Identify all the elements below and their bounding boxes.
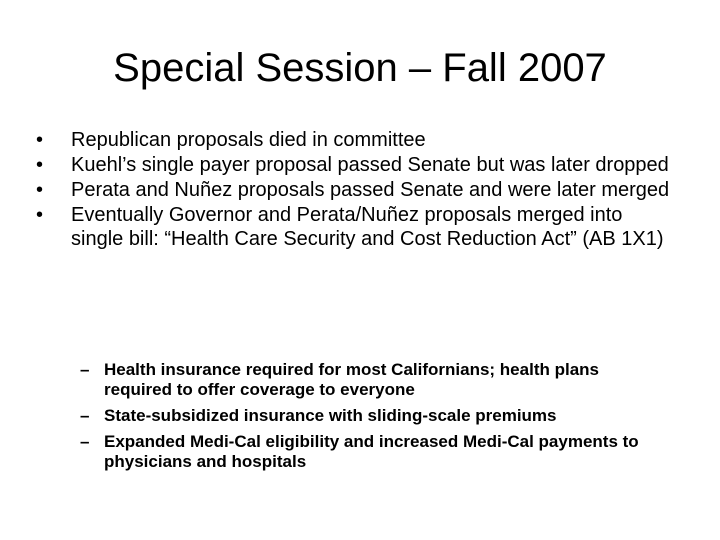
bullet-marker: • bbox=[36, 179, 44, 201]
bullet-text: Eventually Governor and Perata/Nuñez proposals merged into single bill: “Health Care Security and Cost Reduction Act” (AB 1X1) bbox=[71, 204, 664, 250]
subbullet-text: Expanded Medi-Cal eligibility and increased Medi-Cal payments to physicians and hospitals bbox=[104, 432, 639, 471]
subbullet-text: Health insurance required for most Californians; health plans required to offer coverage to everyone bbox=[104, 360, 599, 399]
subbullet-item bbox=[80, 360, 660, 400]
bullet-item bbox=[36, 178, 676, 202]
bullet-text: Kuehl’s single payer proposal passed Senate but was later dropped bbox=[71, 154, 669, 176]
bullet-item bbox=[36, 153, 676, 177]
subbullet-marker: – bbox=[80, 432, 90, 451]
subbullet-item bbox=[80, 406, 660, 426]
bullet-marker: • bbox=[36, 204, 44, 226]
subbullet-text: State-subsidized insurance with sliding-scale premiums bbox=[104, 406, 557, 425]
bullet-list bbox=[36, 128, 676, 252]
bullet-text: Perata and Nuñez proposals passed Senate and were later merged bbox=[71, 179, 670, 201]
bullet-item bbox=[36, 128, 676, 152]
subbullet-list bbox=[80, 360, 660, 478]
bullet-marker: • bbox=[36, 129, 44, 151]
subbullet-marker: – bbox=[80, 360, 90, 379]
slide-title: Special Session – Fall 2007 bbox=[113, 46, 607, 90]
subbullet-marker: – bbox=[80, 406, 90, 425]
bullet-item bbox=[36, 203, 676, 251]
bullet-marker: • bbox=[36, 154, 44, 176]
subbullet-item bbox=[80, 432, 660, 472]
bullet-text: Republican proposals died in committee bbox=[71, 129, 426, 151]
